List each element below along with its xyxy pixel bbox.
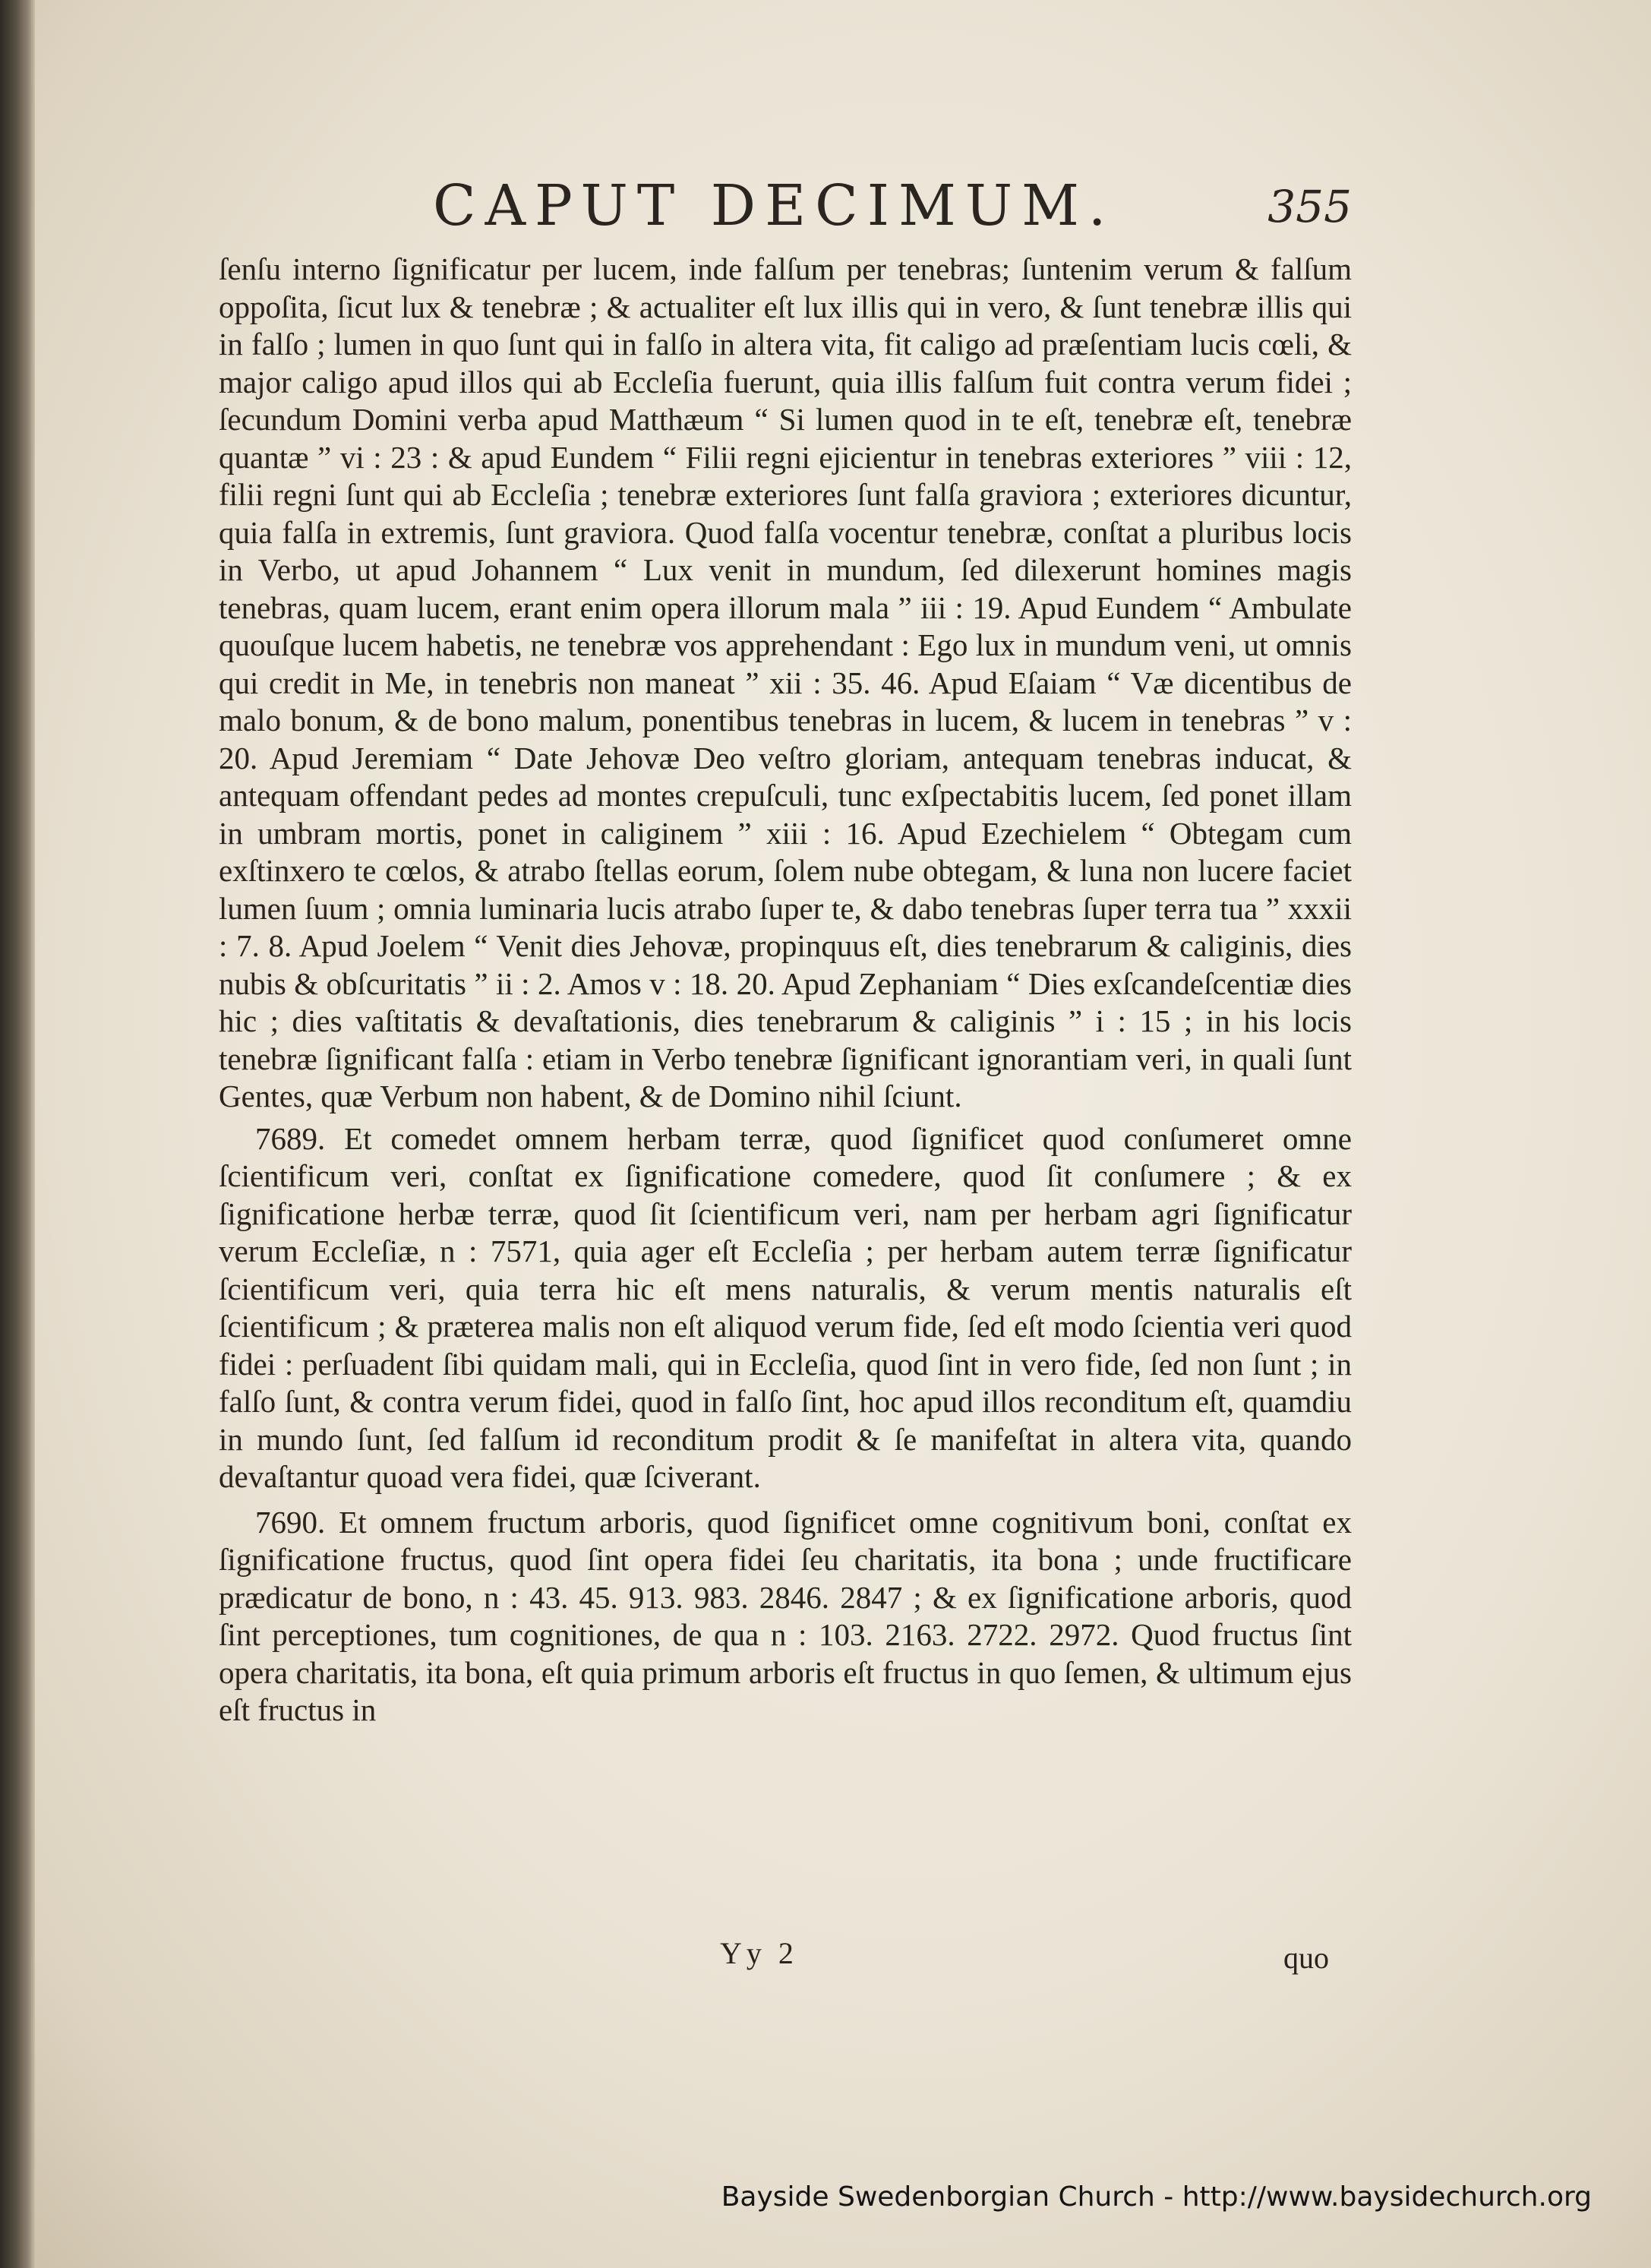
page-footer [219, 1935, 1352, 1981]
page-number: 355 [1267, 181, 1352, 232]
paragraph-7689: 7689. Et comedet omnem herbam terræ, quod ſignificet quod conſumeret omne ſcientificum veri, conſtat ex ſignificatione comedere, quod ſit conſumere ; & ex ſignificatione herbæ terræ, quod ſit ſcientificum veri, nam per herbam agri ſignificatur verum Eccleſiæ, n : 7571, quia ager eſt Eccleſia ; per herbam autem terræ ſignificatur ſcientificum veri, quia terra hic eſt mens naturalis, & verum mentis naturalis eſt ſcientificum ; & præterea malis non eſt aliquod verum fide, ſed eſt modo ſcientia veri quod fidei : perſuadent ſibi quidam mali, qui in Eccleſia, quod ſint in vero fide, ſed non ſunt ; in falſo ſunt, & contra verum fidei, quod in falſo ſint, hoc apud illos reconditum eſt, quamdiu in mundo ſunt, ſed falſum id reconditum prodit & ſe manifeſtat in altera vita, quando devaſtantur quoad vera fidei, quæ ſciverant. [219, 1120, 1352, 1494]
continuation-paragraph: ſenſu interno ſignificatur per lucem, inde falſum per tenebras; ſuntenim verum & falſum oppoſita, ſicut lux & tenebræ ; & actualiter eſt lux illis qui in vero, & ſunt tenebræ illis qui in falſo ; lumen in quo ſunt qui in falſo in altera vita, fit caligo ad præſentiam lucis cœli, & major caligo apud illos qui ab Eccleſia fuerunt, quia illis falſum fuit contra verum fidei ; ſecundum Domini verba apud Matthæum “ Si lumen quod in te eſt, tenebræ eſt, tenebræ quantæ ” vi : 23 : & apud Eundem “ Filii regni ejicientur in tenebras exteriores ” viii : 12, filii regni ſunt qui ab Eccleſia ; tenebræ exteriores ſunt falſa graviora ; exteriores dicuntur, quia falſa in extremis, ſunt graviora. Quod falſa vocentur tenebræ, conſtat a pluribus locis in Verbo, ut apud Johannem “ Lux venit in mundum, ſed dilexerunt homines magis tenebras, quam lucem, erant enim opera illorum mala ” iii : 19. Apud Eundem “ Ambulate quouſque lucem habetis, ne tenebræ vos apprehendant : Ego lux in mundum veni, ut omnis qui credit in Me, in tenebris non maneat ” xii : 35. 46. Apud Eſaiam “ Væ dicentibus de malo bonum, & de bono malum, ponentibus tenebras in lucem, & lucem in tenebras ” v : 20. Apud Jeremiam “ Date Jehovæ Deo veſtro gloriam, antequam tenebras inducat, & antequam offendant pedes ad montes crepuſculi, tunc exſpectabitis lucem, ſed ponet illam in umbram mortis, ponet in caliginem ” xiii : 16. Apud Ezechielem “ Obtegam cum exſtinxero te cœlos, & atrabo ſtellas eorum, ſolem nube obtegam, & luna non lucere faciet lumen ſuum ; omnia luminaria lucis atrabo ſuper te, & dabo tenebras ſuper terra tua ” xxxii : 7. 8. Apud Joelem “ Venit dies Jehovæ, propinquus eſt, dies tenebrarum & caliginis, dies nubis & obſcuritatis ” ii : 2. Amos v : 18. 20. Apud Zephaniam “ Dies exſcandeſcentiæ dies hic ; dies vaſtitatis & devaſtationis, dies tenebrarum & caliginis ” i : 15 ; in his locis tenebræ ſignificant falſa : etiam in Verbo tenebræ ſignificant ignorantiam veri, in quali ſunt Gentes, quæ Verbum non habent, & de Domino nihil ſciunt. [219, 251, 1352, 1113]
paragraph-7690: 7690. Et omnem fructum arboris, quod ſignificet omne cognitivum boni, conſtat ex ſignificatione fructus, quod ſint opera fidei ſeu charitatis, ita bona ; unde fructificare prædicatur de bono, n : 43. 45. 913. 983. 2846. 2847 ; & ex ſignificatione arboris, quod ſint perceptiones, tum cognitiones, de qua n : 103. 2163. 2722. 2972. Quod fructus ſint opera charitatis, ita bona, eſt quia primum arboris eſt fructus in quo ſemen, & ultimum ejus eſt fructus in [219, 1504, 1352, 1727]
running-head: CAPUT DECIMUM. [433, 173, 1116, 238]
book-binding-edge [0, 0, 35, 2268]
watermark-caption: Bayside Swedenborgian Church - http://www.baysidechurch.org [721, 2181, 1592, 2213]
catchword: quo [1283, 1941, 1329, 1975]
page-body [219, 251, 1352, 1729]
signature-mark: Yy 2 [720, 1936, 798, 1970]
page-header [228, 173, 1352, 249]
